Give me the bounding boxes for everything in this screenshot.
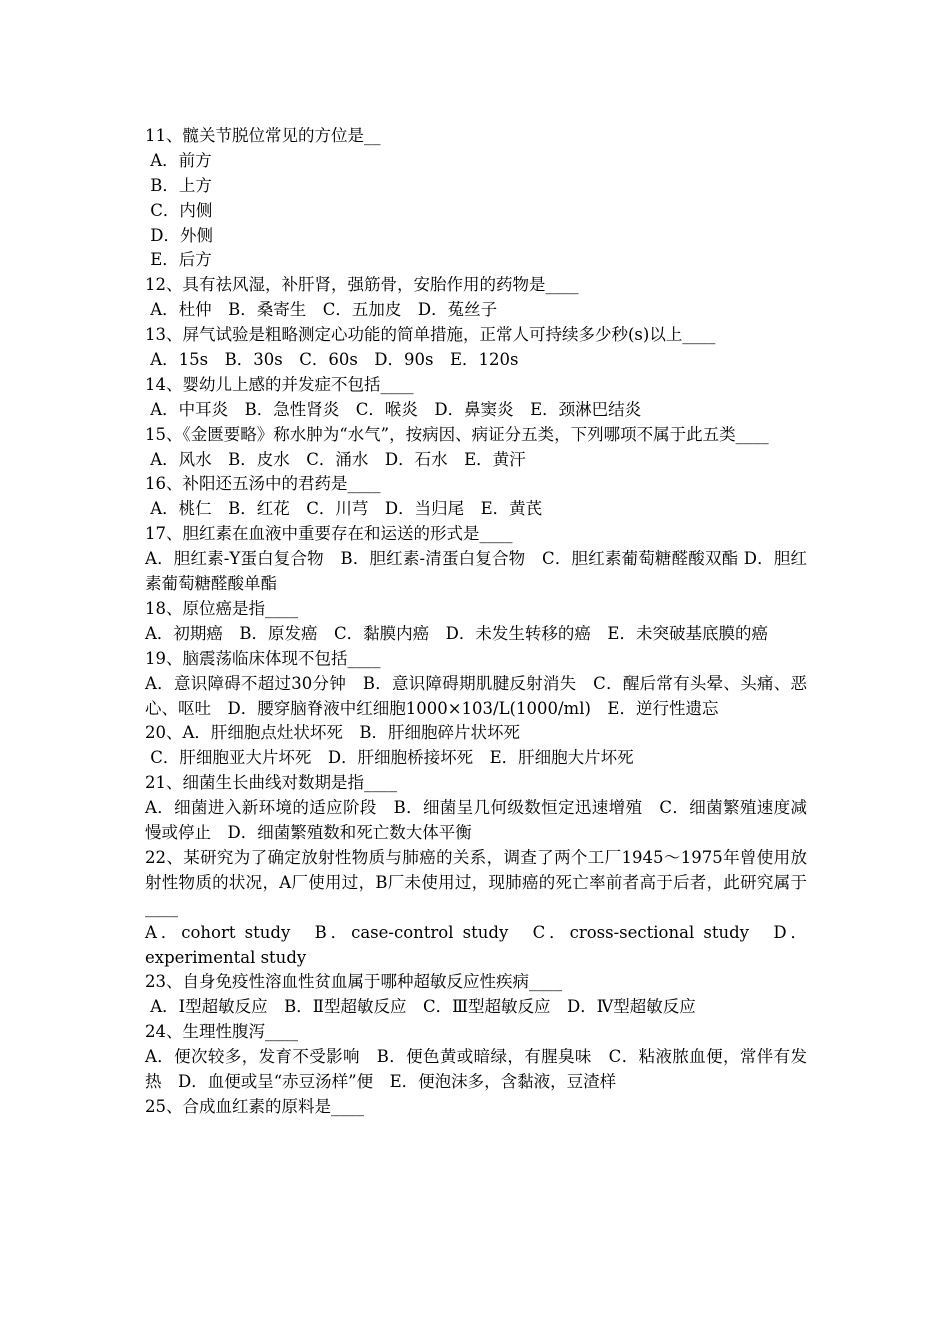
question-11-option-d: D．外侧 <box>145 225 213 245</box>
question-11-stem: 11、髋关节脱位常见的方位是__ <box>145 126 381 145</box>
question-24-stem: 24、生理性腹泻____ <box>145 1022 298 1042</box>
question-12-options: A．杜仲 B．桑寄生 C．五加皮 D．菟丝子 <box>145 300 498 320</box>
question-25-stem: 25、合成血红素的原料是____ <box>145 1096 364 1116</box>
question-23-options: A．Ⅰ型超敏反应 B．Ⅱ型超敏反应 C．Ⅲ型超敏反应 D．Ⅳ型超敏反应 <box>145 997 696 1017</box>
question-18-stem: 18、原位癌是指____ <box>145 598 298 618</box>
question-20-options-1: 20、A．肝细胞点灶状坏死 B．肝细胞碎片状坏死 <box>145 723 521 743</box>
question-15-stem: 15、《金匮要略》称水肿为“水气”，按病因、病证分五类，下列哪项不属于此五类____ <box>145 424 769 444</box>
question-13-options: A．15s B．30s C．60s D．90s E．120s <box>145 350 519 370</box>
question-22-options: A．cohort study B．case-control study C．cross-sectional study D．experimental study <box>145 922 807 967</box>
question-11-option-e: E．后方 <box>145 250 212 270</box>
question-11-option-a: A．前方 <box>145 150 212 170</box>
question-17-options: A．胆红素-Y蛋白复合物 B．胆红素-清蛋白复合物 C．胆红素葡萄糖醛酸双酯 D．胆红素葡萄糖醛酸单酯 <box>145 549 807 594</box>
question-11-option-c: C．内侧 <box>145 200 213 220</box>
question-18-options: A．初期癌 B．原发癌 C．黏膜内癌 D．未发生转移的癌 E．未突破基底膜的癌 <box>145 623 768 643</box>
question-15-options: A．风水 B．皮水 C．涌水 D．石水 E．黄汗 <box>145 449 526 469</box>
question-24-options: A．便次较多，发育不受影响 B．便色黄或暗绿，有腥臭味 C．粘液脓血便，常伴有发热 D．血便或呈“赤豆汤样”便 E．便泡沫多，含黏液，豆渣样 <box>145 1047 807 1092</box>
question-19-stem: 19、脑震荡临床体现不包括____ <box>145 648 381 668</box>
question-14-options: A．中耳炎 B．急性肾炎 C．喉炎 D．鼻窦炎 E．颈淋巴结炎 <box>145 399 642 419</box>
question-16-stem: 16、补阳还五汤中的君药是____ <box>145 474 381 494</box>
question-16-options: A．桃仁 B．红花 C．川芎 D．当归尾 E．黄芪 <box>145 499 543 519</box>
question-23-stem: 23、自身免疫性溶血性贫血属于哪种超敏反应性疾病____ <box>145 972 562 992</box>
question-20-options-2: C．肝细胞亚大片坏死 D．肝细胞桥接坏死 E．肝细胞大片坏死 <box>145 748 634 768</box>
question-12-stem: 12、具有祛风湿，补肝肾，强筋骨，安胎作用的药物是____ <box>145 275 579 295</box>
question-list <box>145 124 807 1120</box>
question-19-options: A．意识障碍不超过30分钟 B．意识障碍期肌腱反射消失 C．醒后常有头晕、头痛、恶心、呕吐 D．腰穿脑脊液中红细胞1000×103/L(1000/ml) E．逆行性遗忘 <box>145 673 807 718</box>
question-13-stem: 13、屏气试验是粗略测定心功能的简单措施，正常人可持续多少秒(s)以上____ <box>145 325 716 345</box>
question-11-option-b: B．上方 <box>145 175 212 195</box>
question-22-stem: 22、某研究为了确定放射性物质与肺癌的关系，调查了两个工厂1945～1975年曾使用放射性物质的状况，A厂使用过，B厂未使用过，现肺癌的死亡率前者高于后者，此研究属于____ <box>145 847 807 917</box>
question-21-options: A．细菌进入新环境的适应阶段 B．细菌呈几何级数恒定迅速增殖 C．细菌繁殖速度减慢或停止 D．细菌繁殖数和死亡数大体平衡 <box>145 798 807 843</box>
question-17-stem: 17、胆红素在血液中重要存在和运送的形式是____ <box>145 524 513 544</box>
question-14-stem: 14、婴幼儿上感的并发症不包括____ <box>145 374 414 394</box>
question-21-stem: 21、细菌生长曲线对数期是指____ <box>145 773 397 793</box>
